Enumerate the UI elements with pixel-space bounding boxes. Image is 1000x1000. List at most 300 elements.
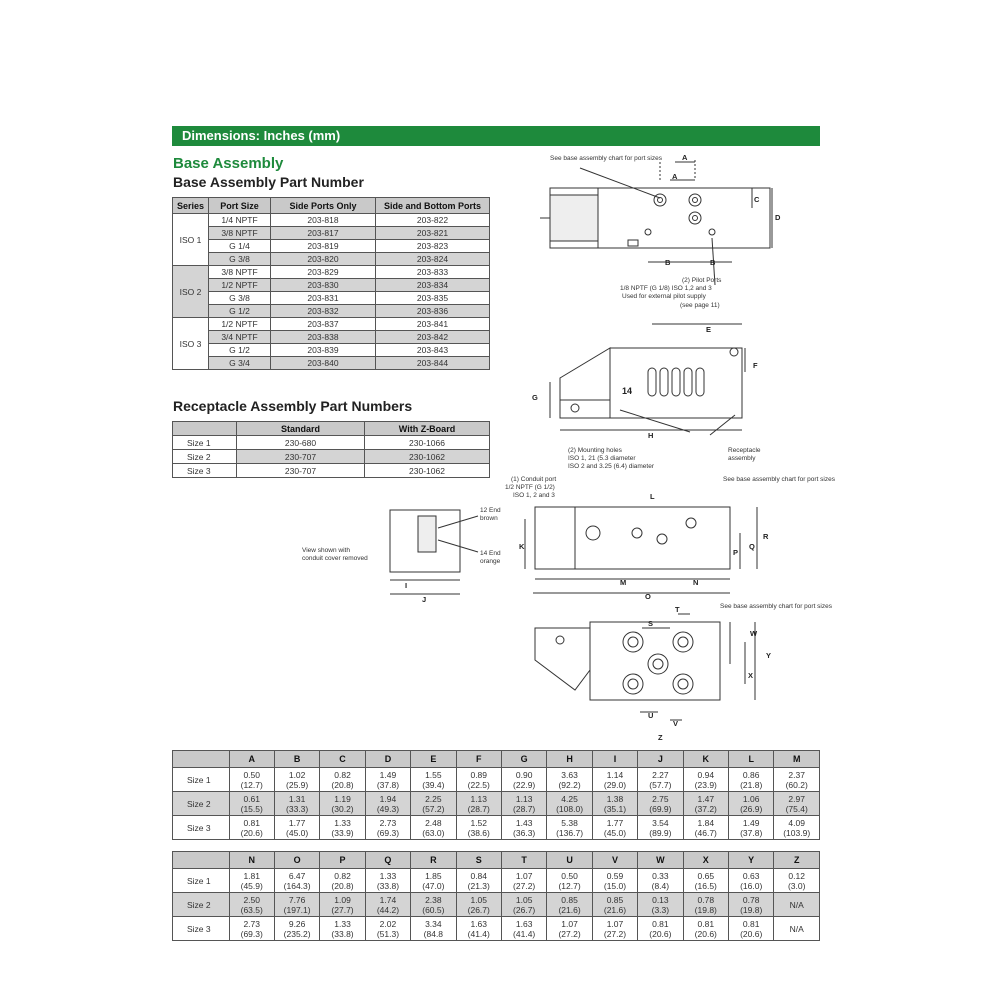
- dimension-cell: [456, 869, 501, 893]
- dimension-cell: [320, 869, 365, 893]
- mm-value: (21.8): [740, 779, 763, 790]
- inch-value: 0.89: [470, 769, 488, 780]
- end-14-color: orange: [480, 558, 501, 565]
- base-assembly-table: [172, 197, 490, 370]
- dim-label-j: J: [422, 595, 427, 604]
- receptacle-note: Receptacle: [728, 447, 761, 454]
- see-base-chart-note-3: See base assembly chart for port sizes: [720, 603, 832, 610]
- col-header: I: [592, 751, 637, 768]
- mm-value: (20.8): [331, 880, 354, 891]
- inch-value: 2.37: [788, 769, 805, 780]
- dimension-cell: [456, 792, 501, 816]
- dimension-cell: [274, 869, 319, 893]
- col-header: S: [456, 852, 501, 869]
- dimension-cell: [774, 768, 820, 792]
- mm-value: (75.4): [785, 803, 808, 814]
- dimension-cell: [501, 869, 546, 893]
- dimension-cell: [501, 893, 546, 917]
- inch-value: 1.38: [606, 793, 624, 804]
- table-cell: 1/2 NPTF: [209, 318, 271, 331]
- dimension-cell: [592, 869, 637, 893]
- inch-value: 0.78: [742, 894, 760, 905]
- receptacle-title: Receptacle Assembly Part Numbers: [173, 398, 413, 414]
- dimension-cell: [365, 816, 410, 840]
- inch-value: 2.73: [243, 918, 260, 929]
- view-note: View shown with: [302, 547, 350, 554]
- mm-value: (69.9): [649, 803, 672, 814]
- pilot-ports-note: (2) Pilot Ports: [682, 277, 722, 284]
- dimension-cell: [547, 792, 592, 816]
- col-header: U: [547, 852, 592, 869]
- mm-value: (41.4): [513, 928, 536, 939]
- mm-value: (103.9): [783, 827, 811, 838]
- mm-value: (45.0): [286, 827, 309, 838]
- dimension-cell: [411, 792, 456, 816]
- inch-value: 0.63: [742, 870, 760, 881]
- inch-value: 0.50: [561, 870, 578, 881]
- inch-value: 1.84: [697, 817, 715, 828]
- inch-value: 1.19: [334, 793, 351, 804]
- table-row: [173, 227, 490, 240]
- dimension-cell: [501, 768, 546, 792]
- dim-label-a: A: [682, 153, 688, 162]
- section-banner: [172, 126, 820, 146]
- table-row: [173, 305, 490, 318]
- table-cell: G 3/8: [209, 253, 271, 266]
- mm-value: (38.6): [467, 827, 490, 838]
- inch-value: 0.94: [697, 769, 715, 780]
- table-cell: 230-707: [237, 450, 365, 464]
- table-row: [173, 214, 490, 227]
- table-cell: 203-841: [376, 318, 490, 331]
- mm-value: (21.3): [467, 880, 490, 891]
- table-cell: 3/8 NPTF: [209, 266, 271, 279]
- inch-value: 0.13: [652, 894, 669, 905]
- dimension-cell: [365, 893, 410, 917]
- table-cell: 203-843: [376, 344, 490, 357]
- table-cell: 203-824: [376, 253, 490, 266]
- table-cell: 3/4 NPTF: [209, 331, 271, 344]
- col-header: R: [411, 852, 456, 869]
- inch-value: 1.14: [606, 769, 624, 780]
- mm-value: (37.8): [740, 827, 763, 838]
- dimension-cell: [365, 917, 410, 941]
- inch-value: 0.86: [742, 769, 760, 780]
- inch-value: 0.81: [697, 918, 715, 929]
- mm-value: (16.5): [694, 880, 717, 891]
- mm-value: (22.5): [467, 779, 490, 790]
- mm-value: (51.3): [376, 928, 400, 939]
- col-header: H: [547, 751, 592, 768]
- col-header: F: [456, 751, 501, 768]
- dim-label-t: T: [675, 605, 680, 614]
- mm-value: (33.3): [286, 803, 309, 814]
- inch-value: 1.07: [561, 918, 578, 929]
- col-header: Side Ports Only: [271, 198, 376, 214]
- mm-value: (60.5): [422, 904, 445, 915]
- mm-value: (25.9): [286, 779, 309, 790]
- dimension-cell: [774, 869, 820, 893]
- table-cell: 230-680: [237, 436, 365, 450]
- end-12-color: brown: [480, 515, 498, 522]
- table-row: [173, 792, 820, 816]
- banner-title: Dimensions: Inches (mm): [182, 128, 341, 143]
- dimensions-table-n-z: [172, 851, 820, 941]
- mm-value: (164.3): [283, 880, 311, 891]
- inch-value: 3.63: [561, 769, 578, 780]
- dimension-cell: [683, 869, 728, 893]
- mm-value: (26.7): [467, 904, 490, 915]
- mm-value: (136.7): [556, 827, 584, 838]
- mounting-holes-note: (2) Mounting holes: [568, 447, 622, 454]
- inch-value: 0.84: [470, 870, 488, 881]
- table-cell: 230-1066: [365, 436, 490, 450]
- mm-value: (3.3): [651, 904, 670, 915]
- inch-value: 7.76: [288, 894, 306, 905]
- mm-value: (29.0): [603, 779, 627, 790]
- mm-value: (19.8): [694, 904, 717, 915]
- col-header: A: [229, 751, 274, 768]
- col-header: Side and Bottom Ports: [376, 198, 490, 214]
- end-12-label: 12 End: [480, 507, 501, 514]
- series-cell: ISO 3: [173, 318, 209, 370]
- table-cell: G 1/4: [209, 240, 271, 253]
- table-cell: 1/4 NPTF: [209, 214, 271, 227]
- dimension-cell: [774, 917, 820, 941]
- inch-value: 3.34: [425, 918, 442, 929]
- row-label: Size 3: [173, 917, 230, 941]
- inch-value: 1.47: [697, 793, 715, 804]
- col-header: Series: [173, 198, 209, 214]
- table-cell: 203-844: [376, 357, 490, 370]
- dimension-cell: [638, 893, 683, 917]
- col-header: B: [274, 751, 319, 768]
- inch-value: 1.33: [334, 817, 351, 828]
- inch-value: 0.59: [606, 870, 624, 881]
- table-cell: 203-833: [376, 266, 490, 279]
- dim-label-q: Q: [749, 542, 755, 551]
- inch-value: 2.75: [652, 793, 669, 804]
- table-row: [173, 266, 490, 279]
- col-header: O: [274, 852, 319, 869]
- mm-value: (16.0): [740, 880, 763, 891]
- col-header: T: [501, 852, 546, 869]
- col-header: L: [728, 751, 773, 768]
- inch-value: N/A: [789, 899, 804, 910]
- col-header: W: [638, 852, 683, 869]
- col-header: [173, 852, 230, 869]
- base-assembly-title: Base Assembly: [173, 155, 284, 172]
- inch-value: 0.85: [561, 894, 578, 905]
- inch-value: 9.26: [288, 918, 306, 929]
- dimension-cell: [683, 768, 728, 792]
- table-cell: 230-1062: [365, 450, 490, 464]
- end-14-label: 14 End: [480, 550, 501, 557]
- inch-value: 1.07: [606, 918, 624, 929]
- dimension-cell: [274, 792, 319, 816]
- table-cell: 203-842: [376, 331, 490, 344]
- inch-value: 0.65: [697, 870, 715, 881]
- pilot-ports-note-4: (see page 11): [680, 302, 720, 309]
- dimension-cell: [411, 768, 456, 792]
- table-cell: 203-837: [271, 318, 376, 331]
- inch-value: 4.09: [788, 817, 805, 828]
- table-cell: 203-840: [271, 357, 376, 370]
- col-header: V: [592, 852, 637, 869]
- mm-value: (35.1): [603, 803, 627, 814]
- dimension-cell: [683, 816, 728, 840]
- table-row: [173, 240, 490, 253]
- series-cell: ISO 1: [173, 214, 209, 266]
- table-cell: 203-831: [271, 292, 376, 305]
- inch-value: 1.33: [379, 870, 397, 881]
- dimension-cell: [774, 893, 820, 917]
- mm-value: (27.7): [331, 904, 354, 915]
- inch-value: 2.27: [652, 769, 669, 780]
- end-view-drawing: [300, 500, 520, 610]
- series-cell: ISO 2: [173, 266, 209, 318]
- inch-value: 1.31: [288, 793, 306, 804]
- inch-value: 1.49: [379, 769, 397, 780]
- dimension-cell: [592, 792, 637, 816]
- inch-value: 1.02: [288, 769, 306, 780]
- dimension-cell: [683, 917, 728, 941]
- inch-value: 0.85: [606, 894, 624, 905]
- table-cell: 203-817: [271, 227, 376, 240]
- dim-label-o: O: [645, 592, 651, 601]
- inch-value: 1.77: [606, 817, 624, 828]
- mm-value: (37.2): [694, 803, 717, 814]
- row-label: Size 3: [173, 464, 237, 478]
- inch-value: N/A: [789, 923, 804, 934]
- port-label-14: 14: [622, 386, 633, 396]
- dimension-cell: [547, 768, 592, 792]
- inch-value: 0.12: [788, 870, 805, 881]
- dim-label-b2: B: [710, 258, 716, 267]
- inch-value: 2.73: [379, 817, 397, 828]
- dim-label-z: Z: [658, 733, 663, 742]
- table-row: [173, 816, 820, 840]
- table-cell: 203-834: [376, 279, 490, 292]
- mm-value: (108.0): [556, 803, 584, 814]
- table-cell: G 3/4: [209, 357, 271, 370]
- dim-label-e: E: [706, 325, 712, 334]
- mm-value: (45.9): [240, 880, 263, 891]
- dimension-cell: [501, 816, 546, 840]
- table-row: [173, 917, 820, 941]
- dimension-cell: [274, 768, 319, 792]
- inch-value: 2.38: [425, 894, 442, 905]
- mm-value: (57.2): [422, 803, 445, 814]
- inch-value: 1.33: [334, 918, 351, 929]
- mm-value: (20.6): [649, 928, 672, 939]
- table-cell: 1/2 NPTF: [209, 279, 271, 292]
- mm-value: (41.4): [467, 928, 490, 939]
- dimension-cell: [638, 869, 683, 893]
- inch-value: 1.13: [515, 793, 533, 804]
- row-label: Size 1: [173, 869, 230, 893]
- dimension-cell: [274, 917, 319, 941]
- table-cell: G 1/2: [209, 305, 271, 318]
- dim-label-x: X: [748, 671, 754, 680]
- dimension-cell: [728, 816, 773, 840]
- base-top-view-drawing: [520, 150, 820, 315]
- inch-value: 0.81: [652, 918, 669, 929]
- dimension-cell: [229, 869, 274, 893]
- dimension-cell: [592, 768, 637, 792]
- dim-label-r: R: [763, 532, 769, 541]
- dimension-cell: [456, 893, 501, 917]
- dimension-cell: [547, 816, 592, 840]
- mm-value: (33.8): [376, 880, 400, 891]
- col-header: D: [365, 751, 410, 768]
- mm-value: (20.6): [740, 928, 763, 939]
- conduit-note-3: ISO 1, 2 and 3: [513, 492, 555, 499]
- inch-value: 1.63: [470, 918, 488, 929]
- table-cell: 230-1062: [365, 464, 490, 478]
- mm-value: (22.9): [513, 779, 536, 790]
- mounting-holes-note-3: ISO 2 and 3.25 (6.4) diameter: [568, 463, 654, 470]
- mm-value: (47.0): [422, 880, 445, 891]
- mounting-holes-note-2: ISO 1, 21 (5.3 diameter: [568, 455, 636, 462]
- mm-value: (33.8): [331, 928, 354, 939]
- inch-value: 0.82: [334, 769, 351, 780]
- col-header: K: [683, 751, 728, 768]
- dimension-cell: [229, 792, 274, 816]
- mm-value: (39.4): [422, 779, 445, 790]
- table-row: [173, 279, 490, 292]
- mm-value: (19.8): [740, 904, 763, 915]
- mm-value: (36.3): [513, 827, 536, 838]
- dimension-cell: [365, 792, 410, 816]
- dim-label-a2: A: [672, 172, 678, 181]
- dim-label-s: S: [648, 619, 654, 628]
- mm-value: (8.4): [651, 880, 670, 891]
- dimension-cell: [638, 768, 683, 792]
- dim-label-f: F: [753, 361, 758, 370]
- dimension-cell: [456, 816, 501, 840]
- dimension-cell: [411, 893, 456, 917]
- base-part-number-title: Base Assembly Part Number: [173, 174, 364, 190]
- dimension-cell: [728, 792, 773, 816]
- dim-label-i: I: [405, 581, 408, 590]
- mm-value: (30.2): [331, 803, 354, 814]
- mm-value: (44.2): [376, 904, 400, 915]
- row-label: Size 2: [173, 893, 230, 917]
- col-header: Standard: [237, 422, 365, 436]
- mm-value: (27.2): [513, 880, 536, 891]
- table-cell: 203-829: [271, 266, 376, 279]
- see-base-chart-note: See base assembly chart for port sizes: [550, 155, 662, 162]
- table-cell: 203-820: [271, 253, 376, 266]
- inch-value: 1.55: [425, 769, 442, 780]
- dimension-cell: [728, 917, 773, 941]
- dim-label-m: M: [620, 578, 627, 587]
- table-cell: 203-823: [376, 240, 490, 253]
- col-header: N: [229, 852, 274, 869]
- mm-value: (63.5): [240, 904, 263, 915]
- row-label: Size 1: [173, 768, 230, 792]
- mm-value: (3.0): [787, 880, 806, 891]
- mm-value: (12.7): [558, 880, 581, 891]
- dim-label-d: D: [775, 213, 781, 222]
- mm-value: (21.6): [603, 904, 627, 915]
- mm-value: (12.7): [240, 779, 263, 790]
- mm-value: (20.8): [331, 779, 354, 790]
- col-header: Q: [365, 852, 410, 869]
- mm-value: (45.0): [603, 827, 627, 838]
- dim-label-b: B: [665, 258, 671, 267]
- mm-value: (26.7): [513, 904, 536, 915]
- dimension-cell: [320, 768, 365, 792]
- dimension-cell: [728, 768, 773, 792]
- mm-value: (15.5): [240, 803, 263, 814]
- dim-label-n: N: [693, 578, 699, 587]
- inch-value: 0.90: [515, 769, 533, 780]
- inch-value: 5.38: [561, 817, 578, 828]
- inch-value: 1.06: [742, 793, 760, 804]
- dimension-cell: [547, 893, 592, 917]
- mm-value: (57.7): [649, 779, 672, 790]
- table-row: [173, 318, 490, 331]
- dim-label-k: K: [519, 542, 525, 551]
- col-header: X: [683, 852, 728, 869]
- mm-value: (27.2): [558, 928, 581, 939]
- receptacle-table: [172, 421, 490, 478]
- table-row: [173, 331, 490, 344]
- row-label: Size 2: [173, 450, 237, 464]
- dimension-cell: [774, 816, 820, 840]
- row-label: Size 2: [173, 792, 230, 816]
- inch-value: 2.02: [379, 918, 397, 929]
- col-header: J: [638, 751, 683, 768]
- see-base-chart-note-2: See base assembly chart for port sizes: [723, 476, 835, 483]
- inch-value: 1.81: [243, 870, 260, 881]
- inch-value: 1.85: [425, 870, 442, 881]
- table-cell: 203-818: [271, 214, 376, 227]
- mm-value: (27.2): [603, 928, 627, 939]
- dimension-cell: [638, 792, 683, 816]
- inch-value: 2.50: [243, 894, 260, 905]
- inch-value: 2.97: [788, 793, 805, 804]
- inch-value: 1.07: [515, 870, 533, 881]
- table-cell: 203-838: [271, 331, 376, 344]
- inch-value: 2.48: [425, 817, 442, 828]
- inch-value: 1.52: [470, 817, 488, 828]
- table-row: [173, 292, 490, 305]
- dim-label-g: G: [532, 393, 538, 402]
- mm-value: (46.7): [694, 827, 717, 838]
- conduit-note-2: 1/2 NPTF (G 1/2): [505, 484, 555, 491]
- inch-value: 0.33: [652, 870, 669, 881]
- mm-value: (28.7): [513, 803, 536, 814]
- dimension-cell: [592, 917, 637, 941]
- col-header: Y: [728, 852, 773, 869]
- dimension-cell: [456, 917, 501, 941]
- inch-value: 1.49: [742, 817, 760, 828]
- table-row: [173, 357, 490, 370]
- mm-value: (197.1): [283, 904, 311, 915]
- dimension-cell: [229, 816, 274, 840]
- inch-value: 1.43: [515, 817, 533, 828]
- dim-label-y: Y: [766, 651, 772, 660]
- conduit-side-view-drawing: [505, 475, 835, 605]
- conduit-note: (1) Conduit port: [511, 476, 557, 483]
- table-cell: 203-832: [271, 305, 376, 318]
- mm-value: (69.3): [240, 928, 263, 939]
- col-header: E: [411, 751, 456, 768]
- dim-label-v: V: [673, 719, 679, 728]
